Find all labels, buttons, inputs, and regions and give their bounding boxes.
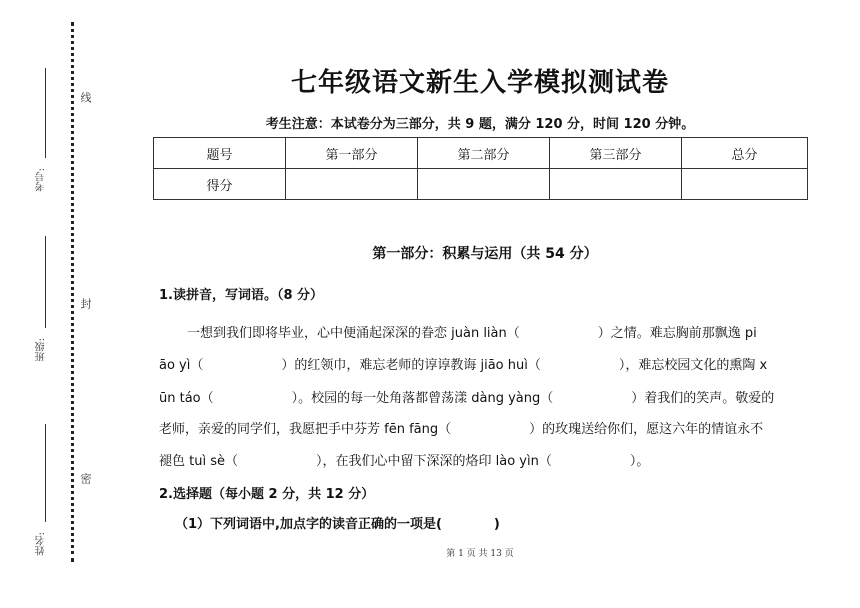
exam-notice: 考生注意：本试卷分为三部分，共 9 题，满分 120 分，时间 120 分钟。: [265, 117, 695, 132]
header-cell: 第一部分: [286, 138, 418, 169]
header-cell: 第二部分: [418, 138, 550, 169]
page-title: 七年级语文新生入学模拟测试卷: [290, 68, 669, 98]
exam-number-label: 考号:: [36, 168, 47, 192]
question-1-line: 褪色 tuì sè（ ），在我们心中留下深深的烙印 lào yìn（ ）。: [159, 454, 650, 469]
seal-char-mi: 密: [79, 473, 92, 484]
section-title: 第一部分：积累与运用（共 54 分）: [372, 246, 598, 262]
score-table: [153, 137, 808, 200]
score-cell[interactable]: [550, 169, 682, 200]
class-label: 班级:: [36, 338, 47, 362]
class-line: [45, 236, 46, 328]
score-table-header-row: [154, 138, 808, 169]
question-2-title: 2.选择题（每小题 2 分，共 12 分）: [159, 487, 375, 502]
score-cell[interactable]: [286, 169, 418, 200]
name-line: [45, 424, 46, 522]
question-1-line: 老师，亲爱的同学们，我愿把手中芬芳 fēn fāng（ ）的玫瑰送给你们，愿这六年的情谊永不: [159, 422, 764, 437]
header-cell: 总分: [682, 138, 808, 169]
name-label: 姓名:: [36, 532, 47, 556]
page-footer: 第 1 页 共 13 页: [446, 549, 514, 559]
question-1-line: āo yì（ ）的红领巾，难忘老师的谆谆教诲 jiāo huì（ ），难忘校园文化的熏陶 x: [159, 358, 768, 373]
score-table-score-row: [154, 169, 808, 200]
score-row-label: 得分: [154, 169, 286, 200]
question-1-line: ūn táo（ ）。校园的每一处角落都曾荡漾 dàng yàng（ ）着我们的笑声。敬爱的: [159, 391, 775, 406]
score-cell[interactable]: [418, 169, 550, 200]
seal-char-feng: 封: [79, 298, 92, 309]
score-cell[interactable]: [682, 169, 808, 200]
seal-char-xian: 线: [79, 92, 92, 103]
question-2-sub-1: （1）下列词语中,加点字的读音正确的一项是( ): [175, 517, 500, 532]
header-cell: 第三部分: [550, 138, 682, 169]
header-cell: 题号: [154, 138, 286, 169]
question-1-title: 1.读拼音，写词语。（8 分）: [159, 288, 324, 303]
question-1-line: 一想到我们即将毕业，心中便涌起深深的眷恋 juàn liàn（ ）之情。难忘胸前那飘逸 pi: [187, 326, 757, 341]
binding-dotted-line: [71, 22, 74, 562]
